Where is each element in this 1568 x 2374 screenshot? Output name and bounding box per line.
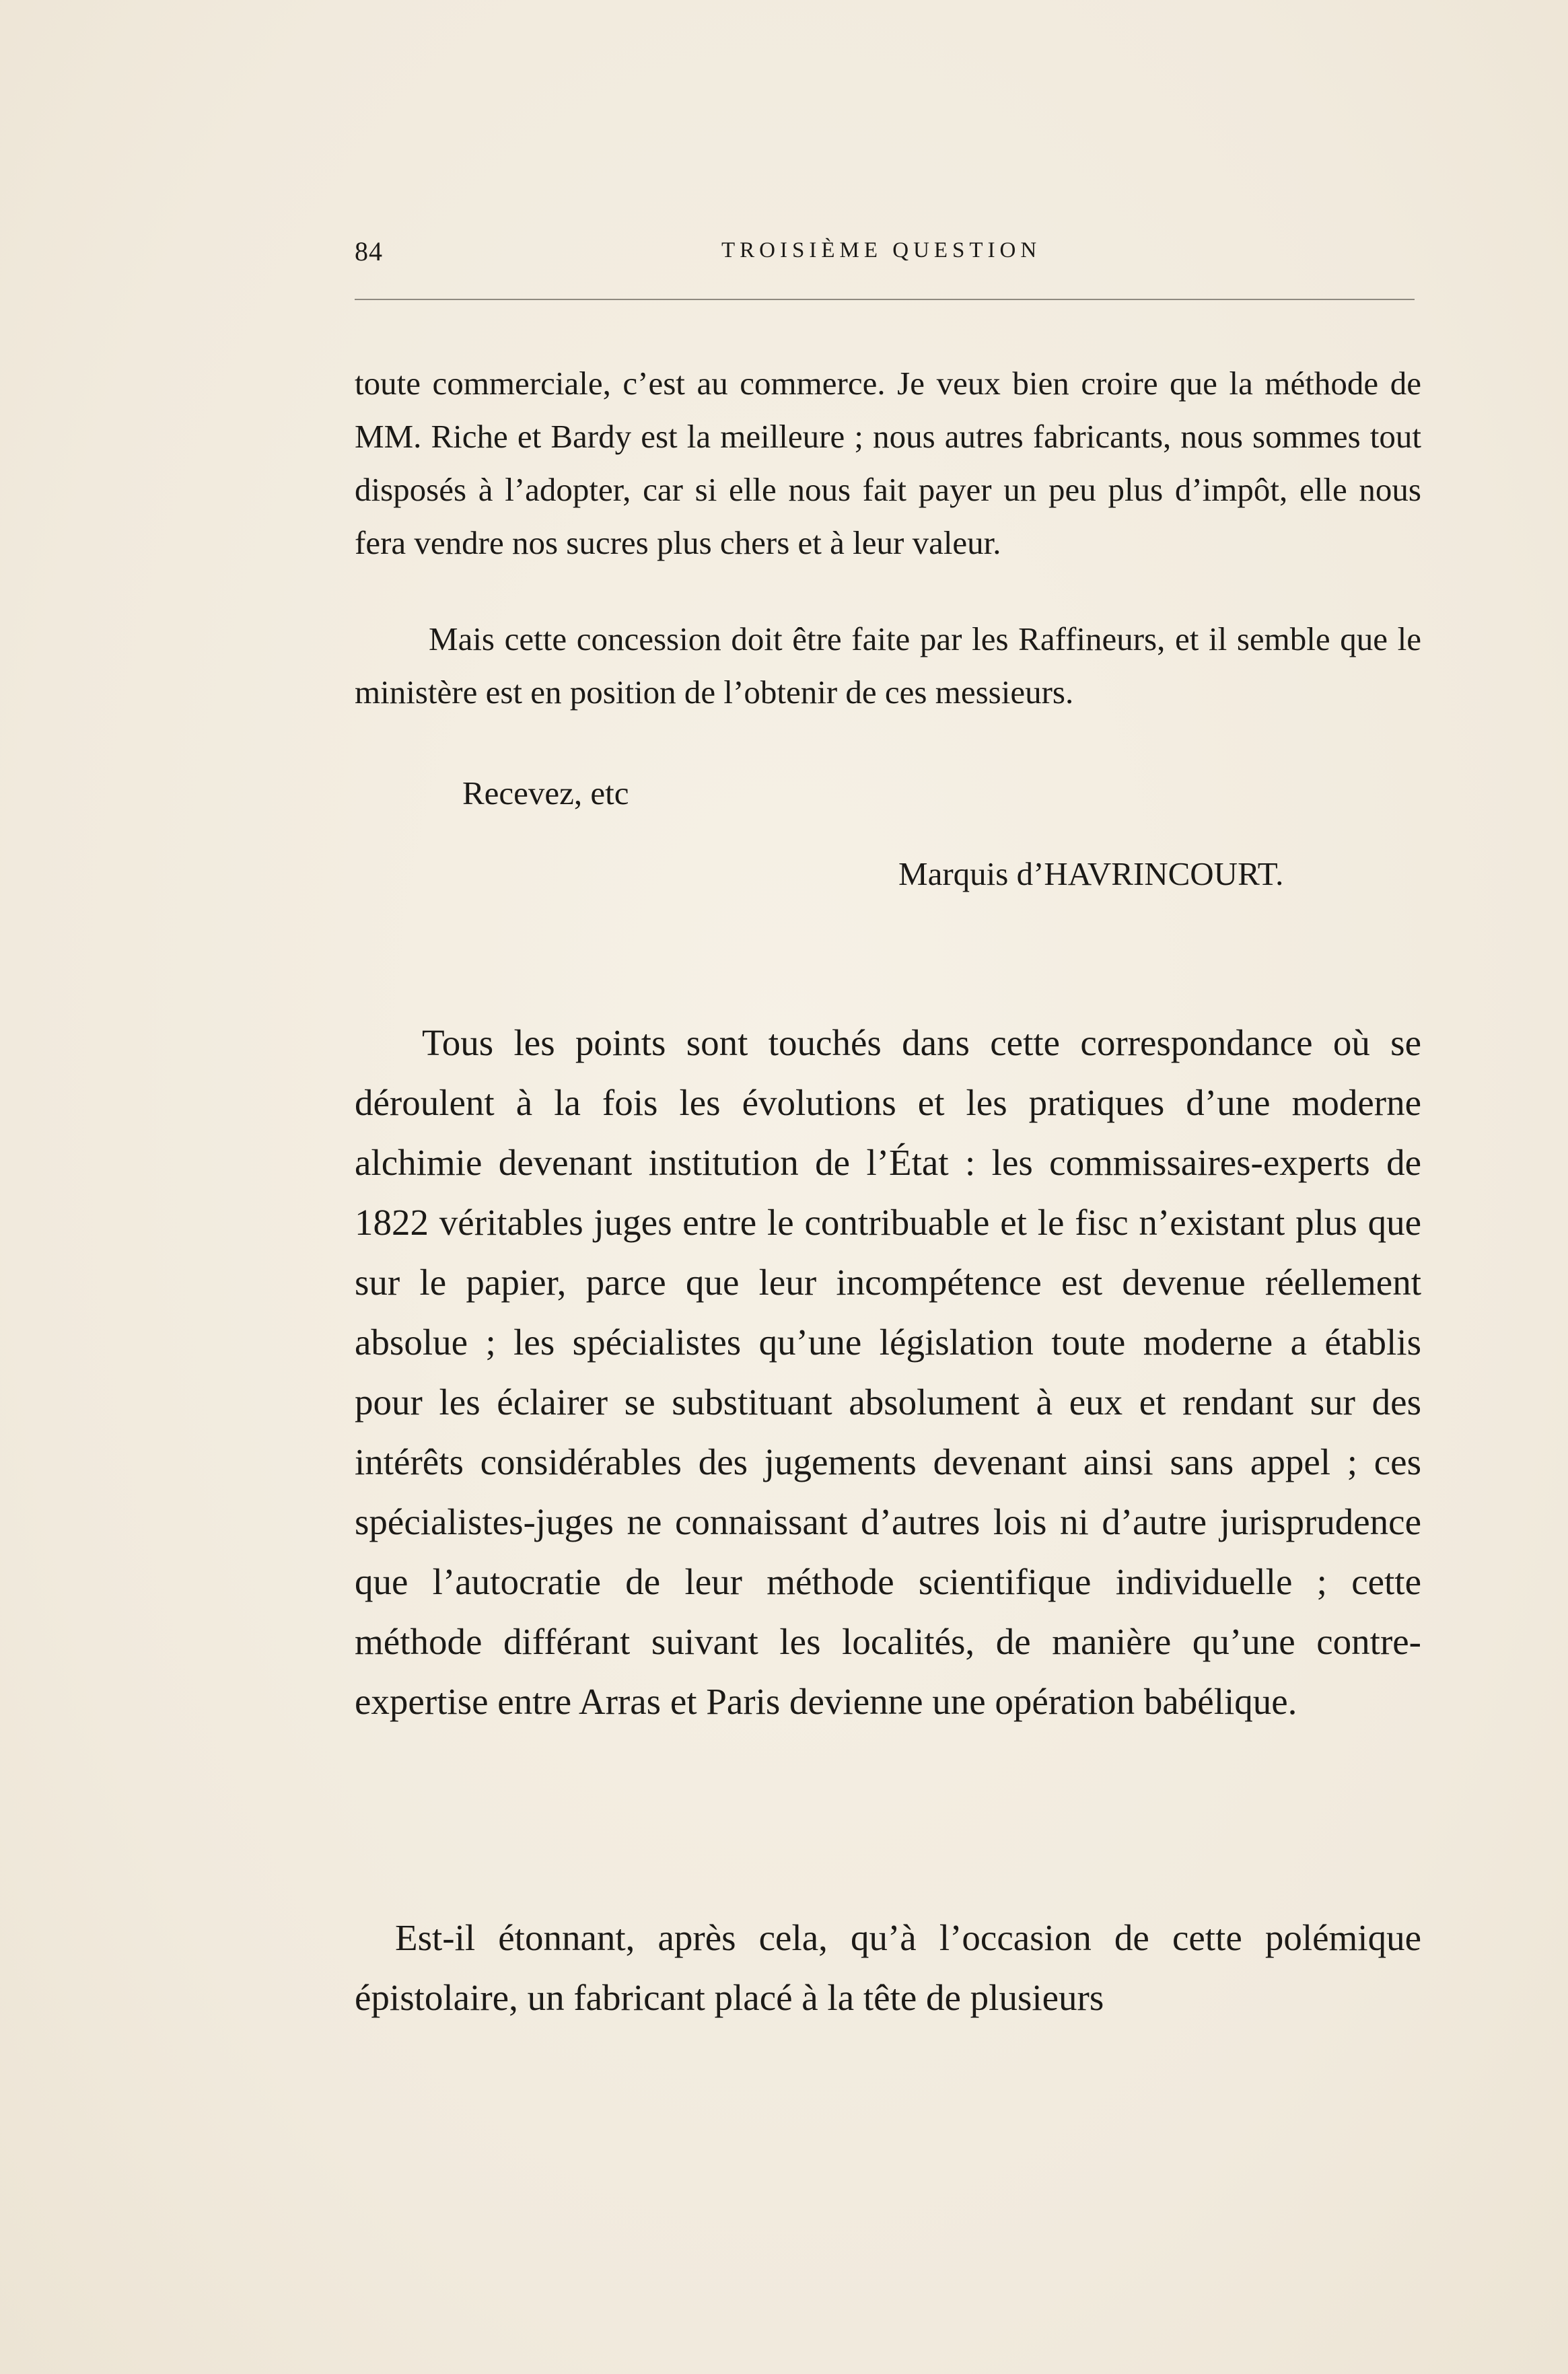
page-header (355, 236, 1418, 276)
commentary-paragraph-1: Tous les points sont touchés dans cette correspondance où se déroulent à la fois les évolutions et les pratiques d’une moderne alchimie devenant institution de l’État : les commissaires-experts de 1822 véritables juges entre le contribuable et le fisc n’existant plus que sur le papier, parce que leur incompétence est devenue réellement absolue ; les spécialistes qu’une législation toute moderne a établis pour les éclairer se substituant absolument à eux et rendant sur des intérêts considérables des jugements devenant ainsi sans appel ; ces spécialistes-juges ne connaissant d’autres lois ni d’autre jurisprudence que l’autocratie de leur méthode scientifique individuelle ; cette méthode différant suivant les localités, de manière qu’une contre-expertise entre Arras et Paris devienne une opération babélique. (355, 1022, 1421, 1722)
header-rule (355, 299, 1415, 300)
letter-signature: Marquis d’HAVRINCOURT. (898, 855, 1284, 892)
letter-paragraph-1: toute commerciale, c’est au commerce. Je veux bien croire que la méthode de MM. Riche et Bardy est la meilleure ; nous autres fabricants, nous sommes tout disposés à l’adopter, car si elle nous fait payer un peu plus d’impôt, elle nous fera vendre nos sucres plus chers et à leur valeur. (355, 365, 1421, 561)
running-head: TROISIÈME QUESTION (721, 238, 1042, 262)
page-number: 84 (355, 236, 383, 266)
letter-paragraph-2: Mais cette concession doit être faite par les Raffineurs, et il semble que le ministère est en position de l’obtenir de ces messieurs. (355, 620, 1421, 711)
commentary-paragraph-2: Est-il étonnant, après cela, qu’à l’occasion de cette polémique épistolaire, un fabricant placé à la tête de plusieurs (355, 1917, 1421, 2018)
letter-closing: Recevez, etc (462, 775, 629, 812)
